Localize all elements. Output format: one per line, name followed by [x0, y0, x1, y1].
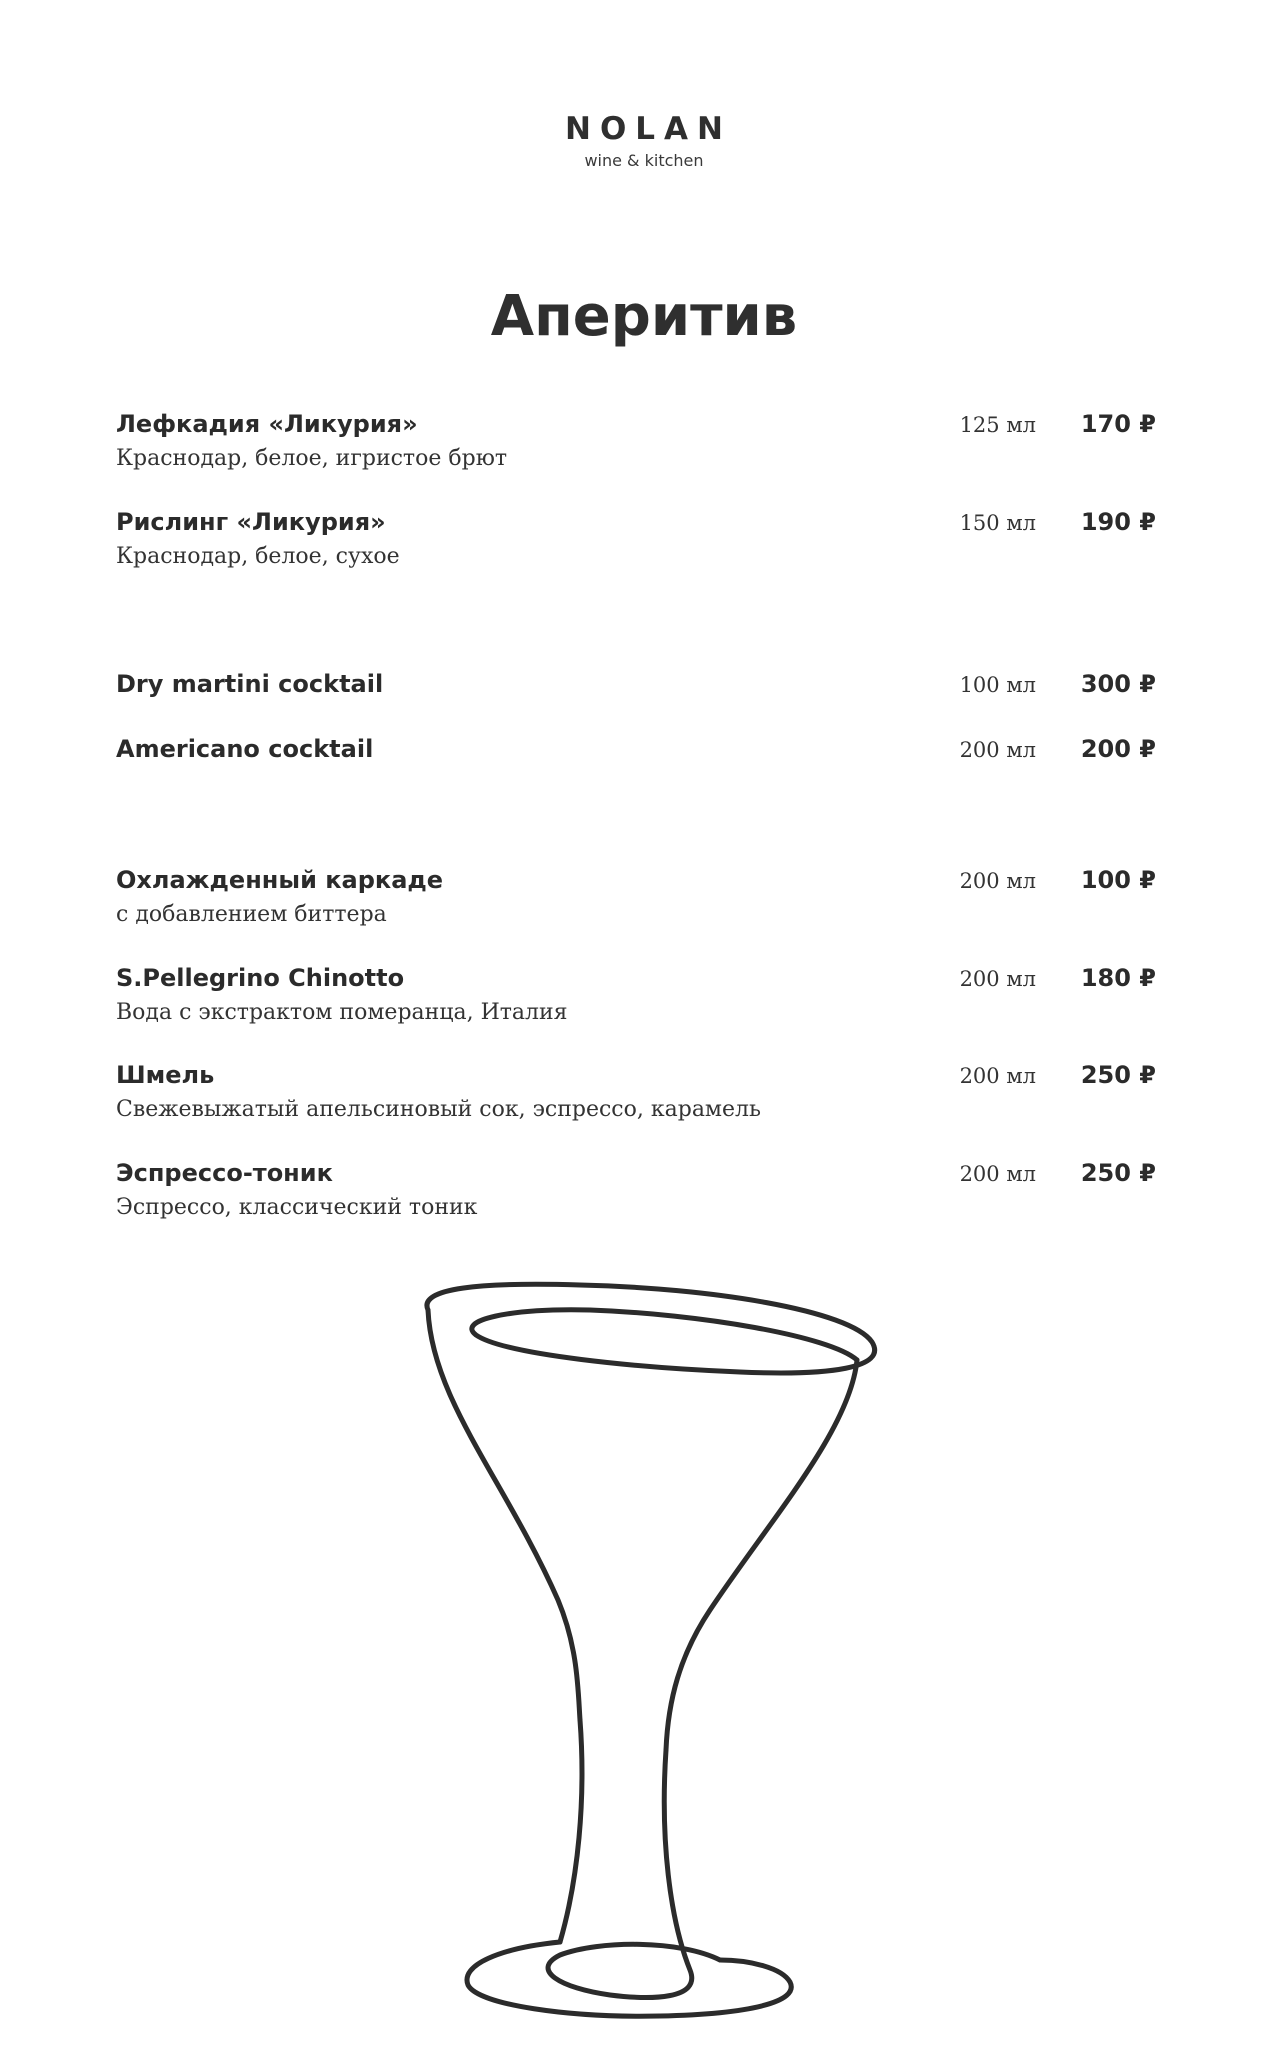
item-price: 250 ₽: [1080, 1159, 1156, 1187]
item-volume: 200 мл: [959, 738, 1036, 762]
item-name: Охлажденный каркаде: [116, 866, 444, 894]
item-price: 300 ₽: [1080, 670, 1156, 698]
item-name: Americano cocktail: [116, 735, 374, 763]
item-description: Краснодар, белое, игристое брют: [116, 446, 508, 471]
menu-item: [116, 733, 1156, 803]
menu-item: [116, 1059, 1156, 1129]
item-name: Эспрессо-тоник: [116, 1159, 333, 1187]
item-price: 170 ₽: [1080, 410, 1156, 438]
page-title: Аперитив: [490, 284, 798, 349]
brand-name: NOLAN: [565, 111, 732, 147]
item-description: с добавлением биттера: [116, 902, 387, 927]
item-price: 250 ₽: [1080, 1061, 1156, 1089]
item-name: Dry martini cocktail: [116, 670, 384, 698]
item-description: Свежевыжатый апельсиновый сок, эспрессо, карамель: [116, 1097, 762, 1122]
menu-item: [116, 506, 1156, 576]
menu-item: [116, 962, 1156, 1032]
item-description: Вода с экстрактом померанца, Италия: [116, 1000, 568, 1025]
item-name: Лефкадия «Ликурия»: [116, 410, 418, 438]
menu-item: [116, 864, 1156, 934]
item-volume: 200 мл: [959, 1064, 1036, 1088]
cocktail-glass-icon: [410, 1280, 890, 2020]
menu-item: [116, 1157, 1156, 1227]
item-price: 190 ₽: [1080, 508, 1156, 536]
item-volume: 125 мл: [959, 413, 1036, 437]
menu-item: [116, 668, 1156, 738]
menu-item: [116, 408, 1156, 478]
item-volume: 100 мл: [959, 673, 1036, 697]
item-volume: 200 мл: [959, 1162, 1036, 1186]
item-price: 180 ₽: [1080, 964, 1156, 992]
item-description: Краснодар, белое, сухое: [116, 544, 400, 569]
item-volume: 200 мл: [959, 869, 1036, 893]
item-name: S.Pellegrino Chinotto: [116, 964, 405, 992]
item-description: Эспрессо, классический тоник: [116, 1195, 478, 1220]
item-volume: 200 мл: [959, 967, 1036, 991]
item-volume: 150 мл: [959, 511, 1036, 535]
item-price: 100 ₽: [1080, 866, 1156, 894]
brand-logo: [0, 110, 1288, 172]
brand-tagline: wine & kitchen: [584, 151, 704, 170]
item-price: 200 ₽: [1080, 735, 1156, 763]
item-name: Рислинг «Ликурия»: [116, 508, 386, 536]
item-name: Шмель: [116, 1061, 215, 1089]
